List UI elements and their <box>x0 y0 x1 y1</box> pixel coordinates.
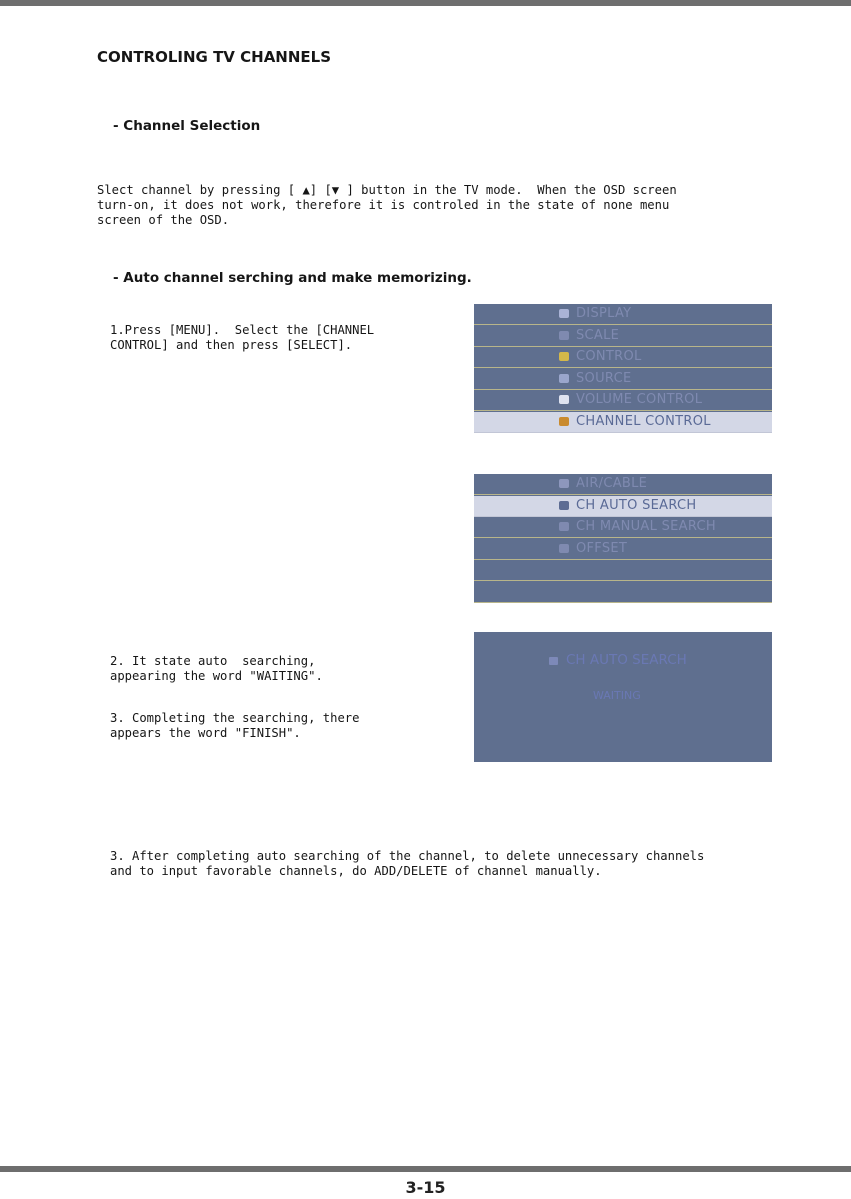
osd-channel-menu-item-label: CH AUTO SEARCH <box>576 497 697 513</box>
bottom-rule <box>0 1166 851 1172</box>
paragraph-line: appears the word "FINISH". <box>110 726 301 740</box>
osd-main-menu-item[interactable] <box>474 390 772 411</box>
osd-channel-menu-item[interactable] <box>474 560 772 581</box>
step-2-text <box>110 654 323 684</box>
osd-main-menu-item-label: CONTROL <box>576 349 642 364</box>
osd-main-menu-item[interactable] <box>474 412 772 433</box>
osd-main-menu-item-label: SOURCE <box>576 370 632 386</box>
osd-main-menu-item-label: DISPLAY <box>576 306 632 321</box>
volume-icon <box>559 395 569 404</box>
osd-main-menu-item[interactable] <box>474 347 772 368</box>
osd-channel-menu <box>474 474 772 603</box>
osd-status-message: WAITING <box>593 689 641 702</box>
step-4-text <box>110 849 704 879</box>
paragraph-line: turn-on, it does not work, therefore it is controled in the state of none menu <box>97 198 670 212</box>
paragraph-line: 3. After completing auto searching of the channel, to delete unnecessary channels <box>110 849 705 863</box>
offset-icon <box>559 544 569 553</box>
section-heading-channel-selection: - Channel Selection <box>113 118 261 134</box>
paragraph-channel-selection <box>97 183 677 228</box>
osd-channel-menu-item-label: CH MANUAL SEARCH <box>576 519 716 534</box>
display-icon <box>559 309 569 318</box>
osd-channel-menu-item[interactable] <box>474 539 772 560</box>
osd-channel-menu-item[interactable] <box>474 496 772 517</box>
source-icon <box>559 374 569 383</box>
paragraph-line: 3. Completing the searching, there <box>110 711 360 725</box>
page-number: 3-15 <box>405 1178 446 1197</box>
osd-status-title: CH AUTO SEARCH <box>566 652 687 668</box>
osd-channel-menu-item[interactable] <box>474 517 772 538</box>
channel-icon <box>559 417 569 426</box>
osd-main-menu-item-label: VOLUME CONTROL <box>576 392 703 407</box>
osd-main-menu-item[interactable] <box>474 369 772 390</box>
step-1-text <box>110 323 374 353</box>
air-cable-icon <box>559 479 569 488</box>
paragraph-line: CONTROL] and then press [SELECT]. <box>110 338 353 352</box>
osd-auto-search-status <box>474 632 772 762</box>
osd-main-menu <box>474 304 772 433</box>
osd-main-menu-item[interactable] <box>474 304 772 325</box>
paragraph-line: screen of the OSD. <box>97 213 230 227</box>
manual-search-icon <box>559 522 569 531</box>
paragraph-line: 1.Press [MENU]. Select the [CHANNEL <box>110 323 375 337</box>
osd-main-menu-item-label: CHANNEL CONTROL <box>576 413 711 429</box>
auto-search-icon <box>549 657 558 665</box>
osd-main-menu-item-label: SCALE <box>576 327 620 343</box>
top-rule <box>0 0 851 6</box>
scale-icon <box>559 331 569 340</box>
step-3-text <box>110 711 359 741</box>
paragraph-line: Slect channel by pressing [ ▲] [▼ ] button in the TV mode. When the OSD screen <box>97 183 677 197</box>
osd-main-menu-item[interactable] <box>474 326 772 347</box>
paragraph-line: 2. It state auto searching, <box>110 654 316 668</box>
osd-channel-menu-item-label: OFFSET <box>576 540 628 556</box>
section-heading-auto-search: - Auto channel serching and make memorizing. <box>113 270 472 286</box>
paragraph-line: and to input favorable channels, do ADD/DELETE of channel manually. <box>110 864 602 878</box>
auto-search-icon <box>559 501 569 510</box>
control-icon <box>559 352 569 361</box>
osd-channel-menu-item[interactable] <box>474 582 772 603</box>
osd-channel-menu-item[interactable] <box>474 474 772 495</box>
page-title: CONTROLING TV CHANNELS <box>97 48 332 66</box>
osd-channel-menu-item-label: AIR/CABLE <box>576 476 648 491</box>
paragraph-line: appearing the word "WAITING". <box>110 669 323 683</box>
